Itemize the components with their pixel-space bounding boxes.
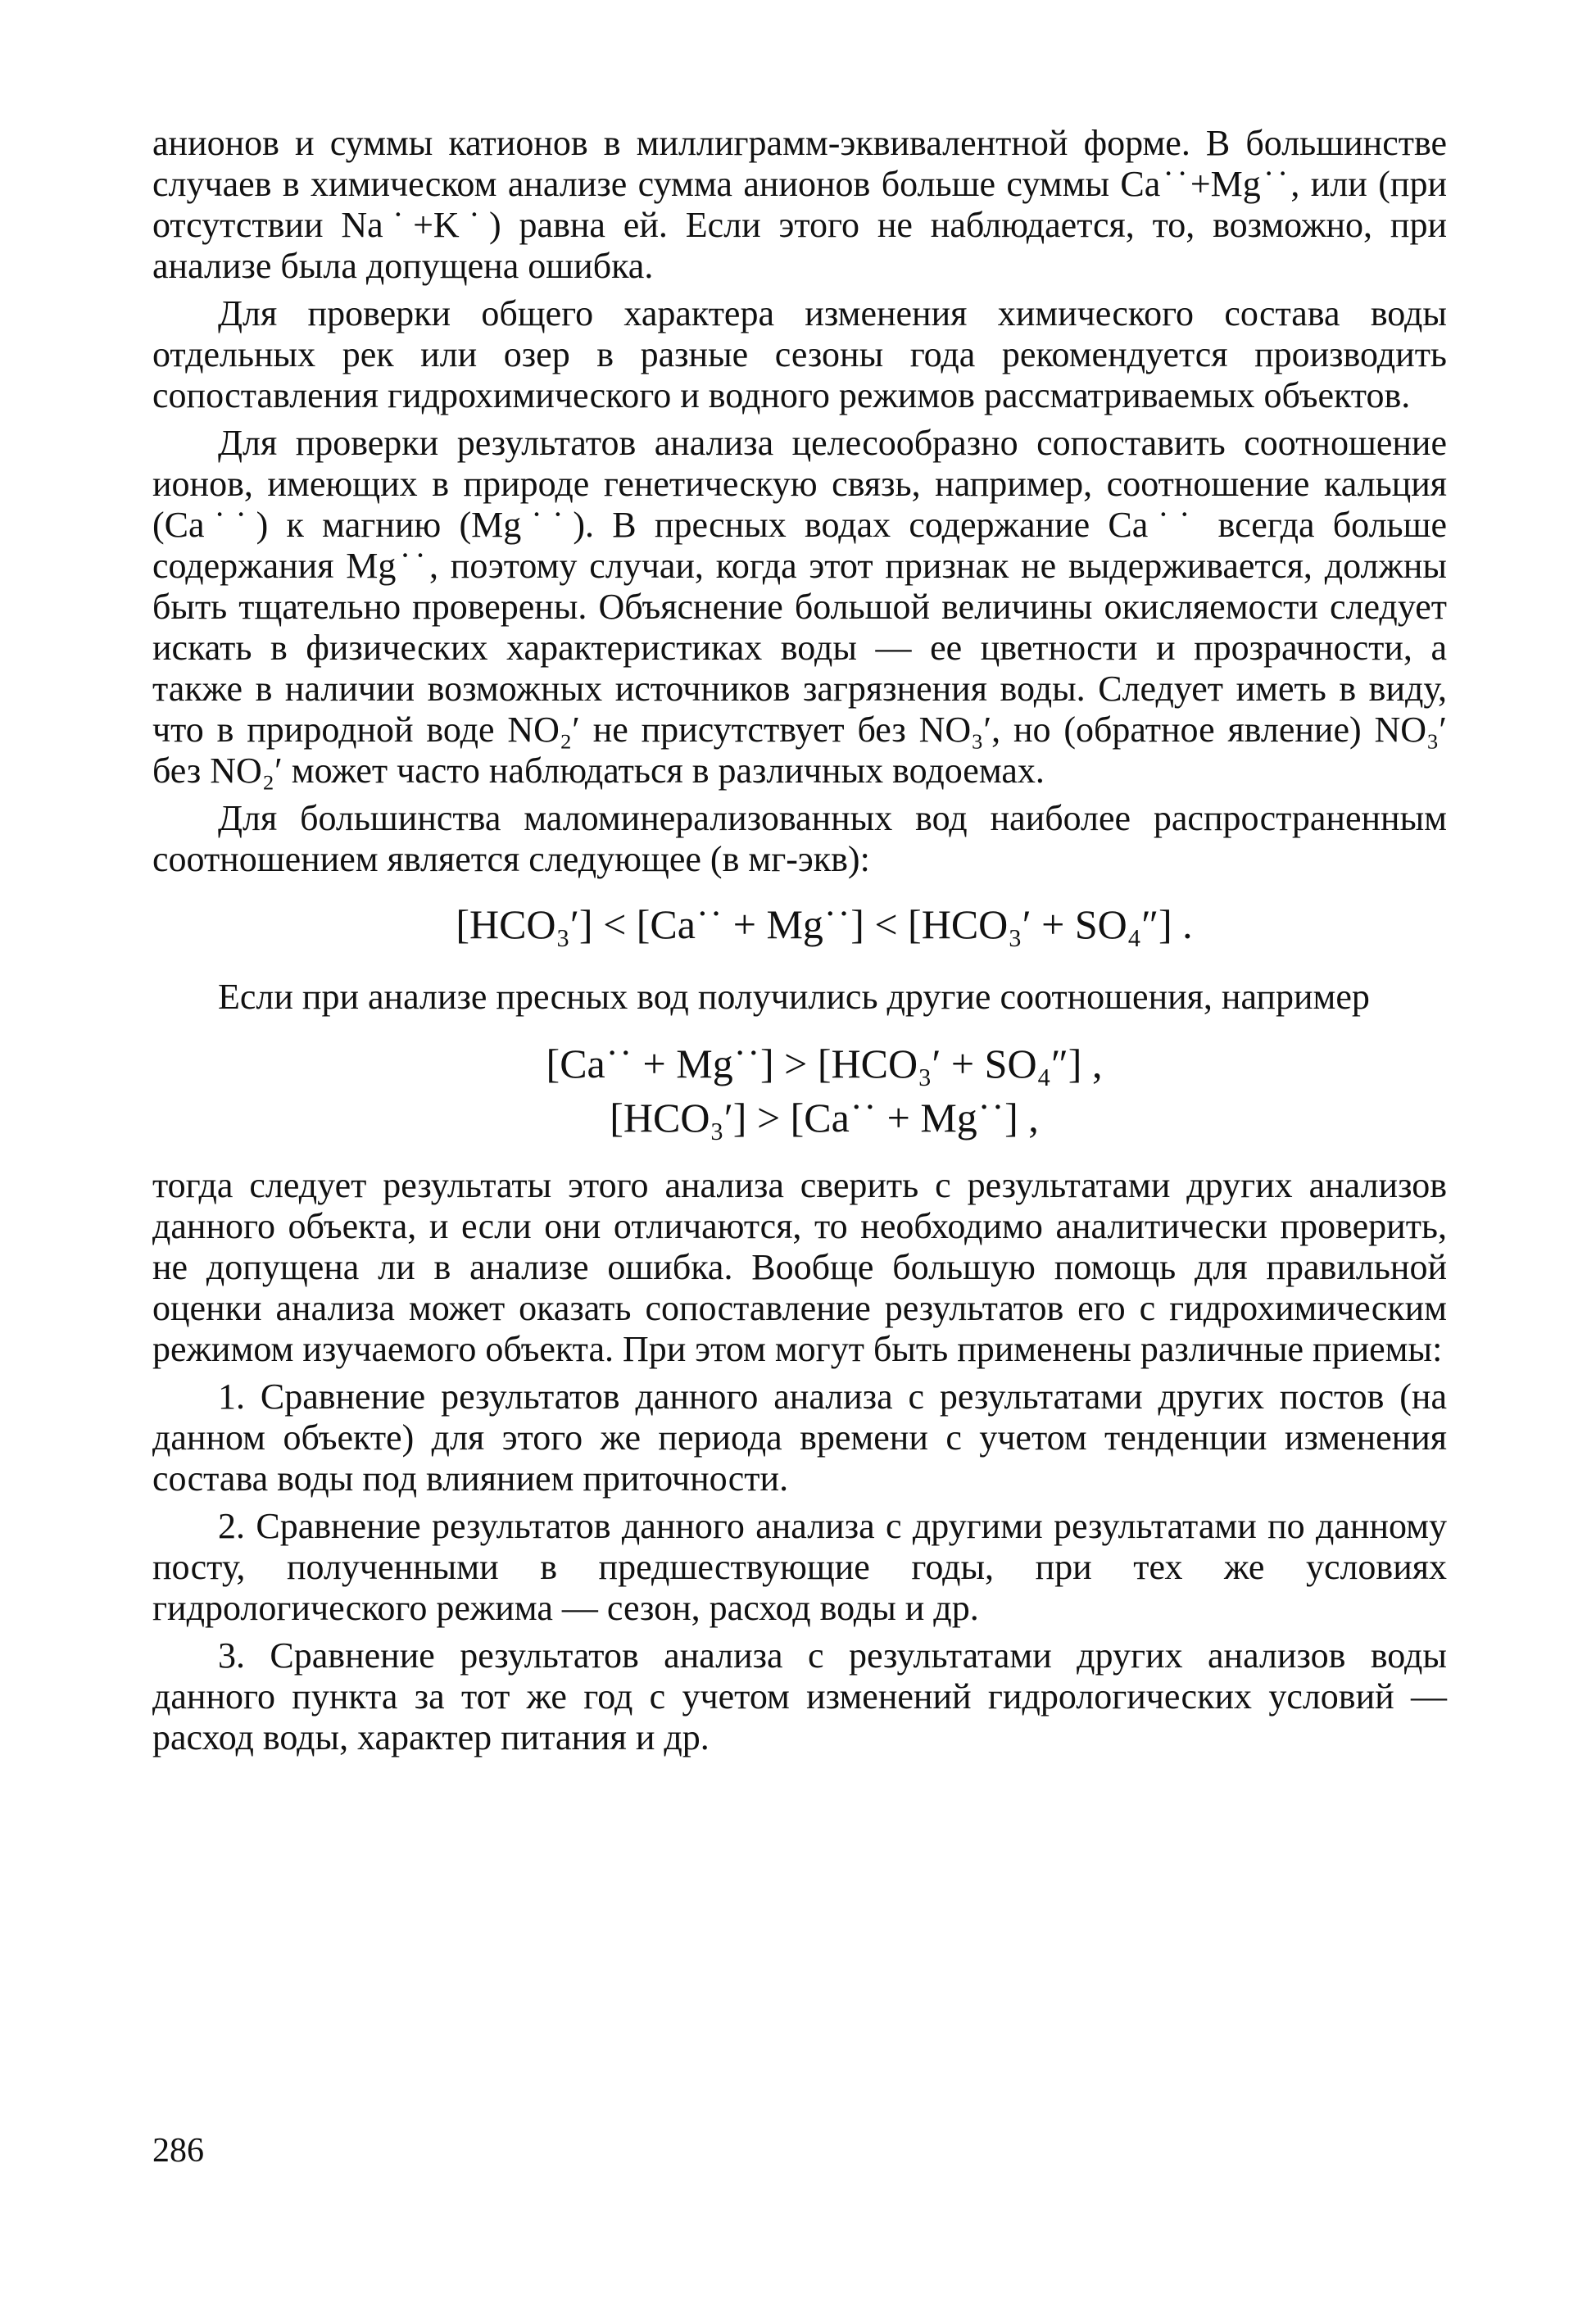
formula-other-ratio-1: [Ca˙˙ + Mg˙˙] > [HCO₃′ + SO₄″] , [546, 1041, 1103, 1086]
list-item-2: 2. Сравнение результатов данного анализа с другими результатами по данному посту, полученными в предшествующие годы, при тех же условиях гидрологического режима — сезон, расход воды и др. [152, 1506, 1447, 1628]
formula-other-ratio-2: [HCO₃′] > [Ca˙˙ + Mg˙˙] , [610, 1095, 1039, 1141]
paragraph-seasonal-check: Для проверки общего характера изменения химического состава воды отдельных рек или озер в разные сезоны года рекомендуется производить сопоставления гидрохимического и водного режимов рассматриваемых объектов. [152, 293, 1447, 415]
list-item-1: 1. Сравнение результатов данного анализа с результатами других постов (на данном объекте) для этого же периода времени с учетом тенденции изменения состава воды под влиянием приточности. [152, 1376, 1447, 1499]
paragraph-verification-methods: тогда следует результаты этого анализа сверить с результатами других анализов данного объекта, и если они отличаются, то необходимо аналитически проверить, не допущена ли в анализе ошибка. Вообще большую помощь для правильной оценки анализа может оказать сопоставление результатов его с гидрохимическим режимом изучаемого объекта. При этом могут быть применены различные приемы: [152, 1165, 1447, 1369]
paragraph-ion-ratio-check: Для проверки результатов анализа целесообразно сопоставить соотношение ионов, имеющих в природе генетическую связь, например, соотношение кальция (Ca˙˙) к магнию (Mg˙˙). В пресных водах содержание Ca˙˙ всегда больше содержания Mg˙˙, поэтому случаи, когда этот признак не выдерживается, должны быть тщательно проверены. Объяснение большой величины окисляемости следует искать в физических характеристиках воды — ее цветности и прозрачности, а также в наличии возможных источников загрязнения воды. Следует иметь в виду, что в природной воде NO₂′ не присутствует без NO₃′, но (обратное явление) NO₃′ без NO₂′ может часто наблюдаться в различных водоемах. [152, 423, 1447, 791]
paragraph-typical-ratio: Для большинства маломинерализованных вод наиболее распространенным соотношением является следующее (в мг-экв): [152, 798, 1447, 879]
paragraph-continuation: анионов и суммы катионов в миллиграмм-эквивалентной форме. В большинстве случаев в химическом анализе сумма анионов больше суммы Ca˙˙+Mg˙˙, или (при отсутствии Na˙+K˙) равна ей. Если этого не наблюдается, то, возможно, при анализе была допущена ошибка. [152, 123, 1447, 286]
list-item-3: 3. Сравнение результатов анализа с результатами других анализов воды данного пункта за тот же год с учетом изменений гидрологических условий — расход воды, характер питания и др. [152, 1635, 1447, 1757]
formula-typical-ratio: [HCO₃′] < [Ca˙˙ + Mg˙˙] < [HCO₃′ + SO₄″] . [456, 901, 1193, 947]
text-column [152, 123, 1447, 1765]
paragraph-other-ratios: Если при анализе пресных вод получились другие соотношения, например [218, 977, 1370, 1017]
page-number: 286 [152, 2132, 204, 2170]
